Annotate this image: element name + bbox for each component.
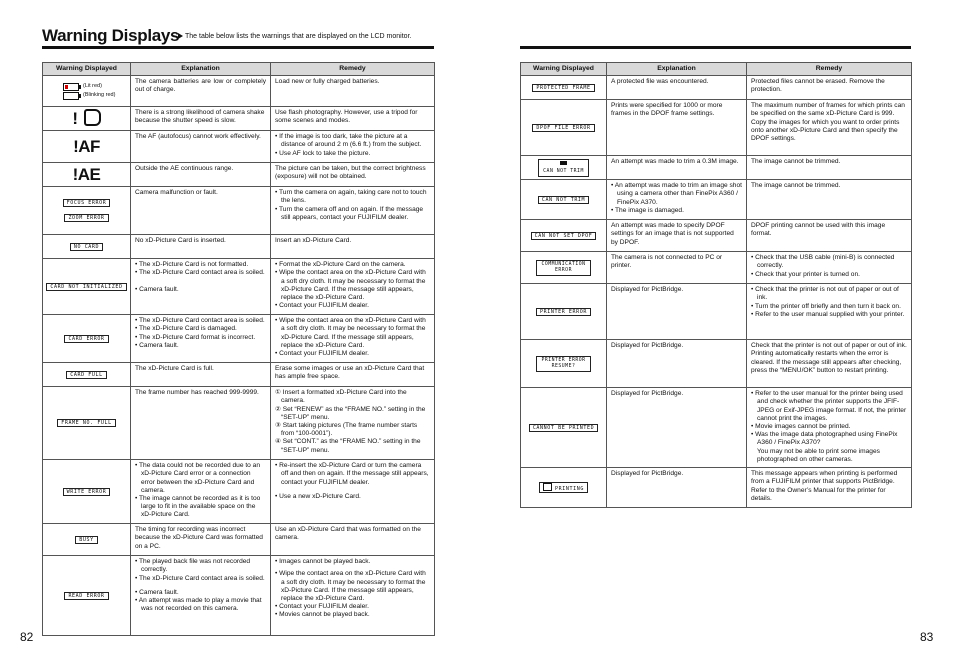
table-row bbox=[43, 131, 435, 163]
warning-cell bbox=[43, 163, 131, 187]
table-row bbox=[43, 387, 435, 460]
table-row bbox=[43, 76, 435, 107]
remedy-cell: The image cannot be trimmed. bbox=[747, 180, 912, 220]
table-row bbox=[43, 163, 435, 187]
table-row bbox=[521, 220, 912, 252]
table-row bbox=[521, 340, 912, 388]
header-rule bbox=[520, 46, 911, 49]
remedy-cell: • Refer to the user manual for the printer being used and check whether the printer supports the JFIF-JPEG or Exif-JPEG image format. If not, the printer cannot print the images. • Movie images cannot be printed. • Was the image data photographed using FinePix A360 / FinePix A370? You may not be able to print some images photographed on other cameras. bbox=[747, 388, 912, 468]
warning-cell bbox=[521, 220, 607, 252]
table-row bbox=[43, 107, 435, 131]
explanation-cell: The AF (autofocus) cannot work effectively. bbox=[131, 131, 271, 163]
explanation-cell: There is a strong likelihood of camera shake because the shutter speed is slow. bbox=[131, 107, 271, 131]
remedy-cell: ① Insert a formatted xD-Picture Card into the camera. ② Set “RENEW” as the “FRAME NO.” setting in the “SET-UP” menu. ③ Start taking pictures (The frame number starts from “100-0001”). ④ Set “CONT.” as the “FRAME NO.” setting in the “SET-UP” menu. bbox=[271, 387, 435, 460]
warning-cell bbox=[521, 180, 607, 220]
explanation-cell: • The data could not be recorded due to an xD-Picture Card error or a connection error between the xD-Picture Card and camera. • The image cannot be recorded as it is too large to fit in the available space on the xD-Picture Card. bbox=[131, 460, 271, 524]
lcd-no-card: NO CARD bbox=[70, 243, 103, 251]
warning-cell bbox=[43, 187, 131, 235]
remedy-cell: • Check that the USB cable (mini-B) is connected correctly. • Check that your printer is turned on. bbox=[747, 252, 912, 284]
lcd-dpof-file-error: DPOF FILE ERROR bbox=[532, 124, 594, 132]
warning-cell bbox=[43, 460, 131, 524]
remedy-cell: This message appears when printing is performed from a FUJIFILM printer that supports PictBridge. Refer to the Owner’s Manual for the printer for details. bbox=[747, 468, 912, 508]
lcd-read-error: READ ERROR bbox=[64, 592, 108, 600]
explanation-cell: Displayed for PictBridge. bbox=[607, 340, 747, 388]
page-number-right: 83 bbox=[920, 630, 934, 644]
explanation-cell: The camera batteries are low or completely out of charge. bbox=[131, 76, 271, 107]
warning-cell bbox=[521, 156, 607, 180]
warning-cell bbox=[43, 556, 131, 636]
warning-cell bbox=[521, 100, 607, 156]
table-row bbox=[521, 156, 912, 180]
table-row bbox=[521, 100, 912, 156]
warnings-table-right bbox=[520, 62, 912, 508]
lcd-protected-frame: PROTECTED FRAME bbox=[532, 84, 594, 92]
camera-shake-icon bbox=[84, 109, 101, 126]
explanation-cell: A protected file was encountered. bbox=[607, 76, 747, 100]
table-row bbox=[43, 187, 435, 235]
table-row bbox=[43, 524, 435, 556]
remedy-cell: • Re-insert the xD-Picture Card or turn the camera off and then on again. If the message still appears, contact your FUJIFILM dealer. • Use a new xD-Picture Card. bbox=[271, 460, 435, 524]
lcd-can-not-trim: CAN NOT TRIM bbox=[538, 196, 589, 204]
printer-icon bbox=[543, 483, 552, 491]
warning-cell bbox=[43, 131, 131, 163]
af-warning-icon: !AF bbox=[73, 136, 100, 156]
explanation-cell: The frame number has reached 999-9999. bbox=[131, 387, 271, 460]
remedy-cell: Use an xD-Picture Card that was formatted on the camera. bbox=[271, 524, 435, 556]
header-rule bbox=[42, 46, 434, 49]
warning-cell bbox=[521, 340, 607, 388]
explanation-cell: • An attempt was made to trim an image shot using a camera other than FinePix A360 / FinePix A370. • The image is damaged. bbox=[607, 180, 747, 220]
warning-cell bbox=[43, 363, 131, 387]
remedy-cell: • Turn the camera on again, taking care not to touch the lens. • Turn the camera off and on again. If the message still appears, contact your FUJIFILM dealer. bbox=[271, 187, 435, 235]
remedy-cell: The image cannot be trimmed. bbox=[747, 156, 912, 180]
explanation-cell: Prints were specified for 1000 or more frames in the DPOF frame settings. bbox=[607, 100, 747, 156]
remedy-cell: Check that the printer is not out of paper or out of ink. Printing automatically restarts when the error is cleared. If the message still appears after checking, press the “MENU/OK” button to restart printing. bbox=[747, 340, 912, 388]
col-header-warning: Warning Displayed bbox=[521, 63, 607, 76]
remedy-cell: • Wipe the contact area on the xD-Picture Card with a soft dry cloth. It may be necessary to format the xD-Picture Card. If the message still appears, replace the xD-Picture Card. • Contact your FUJIFILM dealer. bbox=[271, 315, 435, 363]
explanation-cell: The timing for recording was incorrect because the xD-Picture Card was formatted on a PC. bbox=[131, 524, 271, 556]
warning-cell bbox=[43, 524, 131, 556]
explanation-cell: • The xD-Picture Card contact area is soiled. • The xD-Picture Card is damaged. • The xD-Picture Card format is incorrect. • Camera fault. bbox=[131, 315, 271, 363]
warning-cell bbox=[521, 388, 607, 468]
lcd-can-not-set-dpof: CAN NOT SET DPOF bbox=[531, 232, 597, 240]
warning-cell: ! bbox=[43, 107, 131, 131]
battery-lit-row: (Lit red) bbox=[63, 83, 128, 91]
explanation-cell: Displayed for PictBridge. bbox=[607, 388, 747, 468]
lcd-busy: BUSY bbox=[75, 536, 97, 544]
lcd-can-not-trim: CAN NOT TRIM bbox=[538, 159, 589, 177]
lcd-card-not-initialized: CARD NOT INITIALIZED bbox=[46, 283, 126, 291]
remedy-cell: The picture can be taken, but the correct brightness (exposure) will not be obtained. bbox=[271, 163, 435, 187]
remedy-cell: Use flash photography. However, use a tripod for some scenes and modes. bbox=[271, 107, 435, 131]
remedy-cell: Erase some images or use an xD-Picture Card that has ample free space. bbox=[271, 363, 435, 387]
page-subtitle: The table below lists the warnings that are displayed on the LCD monitor. bbox=[178, 33, 411, 40]
explanation-cell: Outside the AE continuous range. bbox=[131, 163, 271, 187]
camera-icon bbox=[560, 161, 567, 165]
table-header-row bbox=[521, 63, 912, 76]
table-header-row bbox=[43, 63, 435, 76]
warning-cell bbox=[43, 76, 131, 107]
lcd-card-error: CARD ERROR bbox=[64, 335, 108, 343]
remedy-cell: • Format the xD-Picture Card on the camera. • Wipe the contact area on the xD-Picture Card with a soft dry cloth. It may be necessary to format the xD-Picture Card. If the message still appears, replace the xD-Picture Card. • Contact your FUJIFILM dealer. bbox=[271, 259, 435, 315]
col-header-remedy: Remedy bbox=[271, 63, 435, 76]
page-title: Warning Displays bbox=[42, 26, 180, 45]
table-row bbox=[43, 315, 435, 363]
battery-empty-icon bbox=[63, 92, 79, 100]
lcd-printing: PRINTING bbox=[539, 482, 588, 493]
ae-warning-icon: !AE bbox=[72, 164, 101, 184]
explanation-cell: Displayed for PictBridge. bbox=[607, 468, 747, 508]
table-row bbox=[43, 556, 435, 636]
remedy-cell: • Images cannot be played back. • Wipe the contact area on the xD-Picture Card with a soft dry cloth. It may be necessary to format the xD-Picture Card. If the message still appears, replace the xD-Picture Card. • Contact your FUJIFILM dealer. • Movies cannot be played back. bbox=[271, 556, 435, 636]
col-header-explanation: Explanation bbox=[607, 63, 747, 76]
col-header-warning: Warning Displayed bbox=[43, 63, 131, 76]
warning-cell bbox=[43, 259, 131, 315]
lcd-zoom-error: ZOOM ERROR bbox=[64, 214, 108, 222]
warning-cell bbox=[521, 284, 607, 340]
battery-low-icon bbox=[63, 83, 79, 91]
table-row bbox=[43, 259, 435, 315]
triangle-bullet-icon bbox=[178, 33, 183, 39]
warning-cell bbox=[521, 252, 607, 284]
explanation-cell: • The xD-Picture Card is not formatted. • The xD-Picture Card contact area is soiled. • Camera fault. bbox=[131, 259, 271, 315]
lcd-communication-error: COMMUNICATION ERROR bbox=[536, 260, 590, 276]
table-row bbox=[521, 252, 912, 284]
col-header-explanation: Explanation bbox=[131, 63, 271, 76]
lcd-cannot-be-printed: CANNOT BE PRINTED bbox=[529, 424, 598, 432]
page-number-left: 82 bbox=[20, 630, 34, 644]
table-row bbox=[43, 363, 435, 387]
lcd-focus-error: FOCUS ERROR bbox=[63, 199, 111, 207]
table-row bbox=[521, 76, 912, 100]
table-row bbox=[521, 284, 912, 340]
col-header-remedy: Remedy bbox=[747, 63, 912, 76]
explanation-cell: An attempt was made to specify DPOF settings for an image that is not supported by DPOF. bbox=[607, 220, 747, 252]
explanation-cell: • The played back file was not recorded correctly. • The xD-Picture Card contact area is soiled. • Camera fault. • An attempt was made to play a movie that was not recorded on this camera. bbox=[131, 556, 271, 636]
warning-cell bbox=[43, 235, 131, 259]
remedy-cell: DPOF printing cannot be used with this image format. bbox=[747, 220, 912, 252]
explanation-cell: The xD-Picture Card is full. bbox=[131, 363, 271, 387]
table-row bbox=[521, 388, 912, 468]
table-row bbox=[43, 460, 435, 524]
table-row bbox=[521, 468, 912, 508]
lcd-write-error: WRITE ERROR bbox=[63, 488, 111, 496]
remedy-cell: • If the image is too dark, take the picture at a distance of around 2 m (6.6 ft.) from the subject. • Use AF lock to take the picture. bbox=[271, 131, 435, 163]
remedy-cell: Load new or fully charged batteries. bbox=[271, 76, 435, 107]
lcd-card-full: CARD FULL bbox=[66, 371, 107, 379]
remedy-cell: Protected files cannot be erased. Remove the protection. bbox=[747, 76, 912, 100]
lcd-frame-no-full: FRAME NO. FULL bbox=[57, 419, 116, 427]
table-row bbox=[43, 235, 435, 259]
explanation-cell: Displayed for PictBridge. bbox=[607, 284, 747, 340]
explanation-cell: No xD-Picture Card is inserted. bbox=[131, 235, 271, 259]
warnings-table-left bbox=[42, 62, 435, 636]
remedy-cell: • Check that the printer is not out of paper or out of ink. • Turn the printer off briefly and then turn it back on. • Refer to the user manual supplied with your printer. bbox=[747, 284, 912, 340]
explanation-cell: The camera is not connected to PC or printer. bbox=[607, 252, 747, 284]
table-row bbox=[521, 180, 912, 220]
explanation-cell: An attempt was made to trim a 0.3M image. bbox=[607, 156, 747, 180]
warning-cell bbox=[521, 76, 607, 100]
battery-blink-row: (Blinking red) bbox=[63, 92, 128, 100]
lcd-printer-error-resume: PRINTER ERROR RESUME? bbox=[536, 356, 590, 372]
warning-cell bbox=[521, 468, 607, 508]
remedy-cell: The maximum number of frames for which prints can be specified on the same xD-Picture Card is 999. Copy the images for which you want to order prints onto another xD-Picture Card and then specify the DPOF settings. bbox=[747, 100, 912, 156]
warning-cell bbox=[43, 315, 131, 363]
remedy-cell: Insert an xD-Picture Card. bbox=[271, 235, 435, 259]
warning-cell bbox=[43, 387, 131, 460]
explanation-cell: Camera malfunction or fault. bbox=[131, 187, 271, 235]
lcd-printer-error: PRINTER ERROR bbox=[536, 308, 591, 316]
